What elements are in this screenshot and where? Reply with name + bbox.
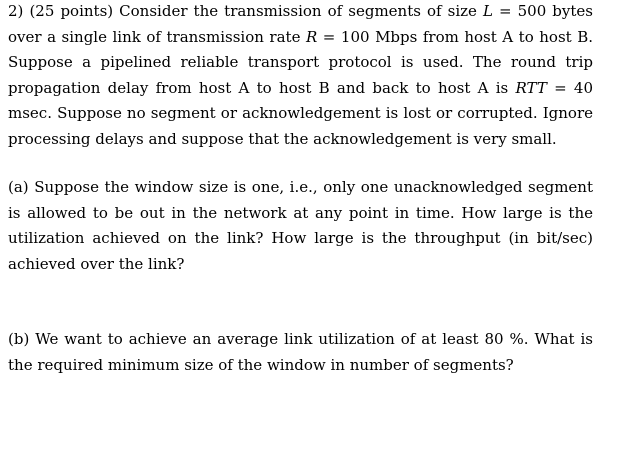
problem-header: 2) (25 points) Consider the transmission of segments of size bbox=[8, 2, 477, 20]
rtt-variable: RTT bbox=[515, 78, 547, 97]
rtt-value: = 40 msec. Suppose no segment or acknowledgement is lost or corrupted. Ignore processing delays and suppose that the acknowledgement is very small. bbox=[8, 78, 593, 148]
problem-statement bbox=[8, 0, 593, 152]
segment-size-variable: L bbox=[482, 2, 493, 20]
rate-value: = 100 Mbps from host A to host B. Suppose a pipelined reliable transport protocol is used. The round trip propagation delay from host A to host B and back to host A is bbox=[8, 27, 593, 97]
part-b-question: (b) We want to achieve an average link utilization of at least 80 %. What is the required minimum size of the window in number of segments? bbox=[8, 330, 593, 374]
part-a-question: (a) Suppose the window size is one, i.e., only one unacknowledged segment is allowed to be out in the network at any point in time. How large is the utilization achieved on the link? How large is the throughput (in bit/sec) achieved over the link? bbox=[8, 178, 593, 273]
rate-variable: R bbox=[305, 27, 318, 46]
segment-size-value: = 500 bytes over a single link of transmission rate bbox=[8, 2, 593, 46]
